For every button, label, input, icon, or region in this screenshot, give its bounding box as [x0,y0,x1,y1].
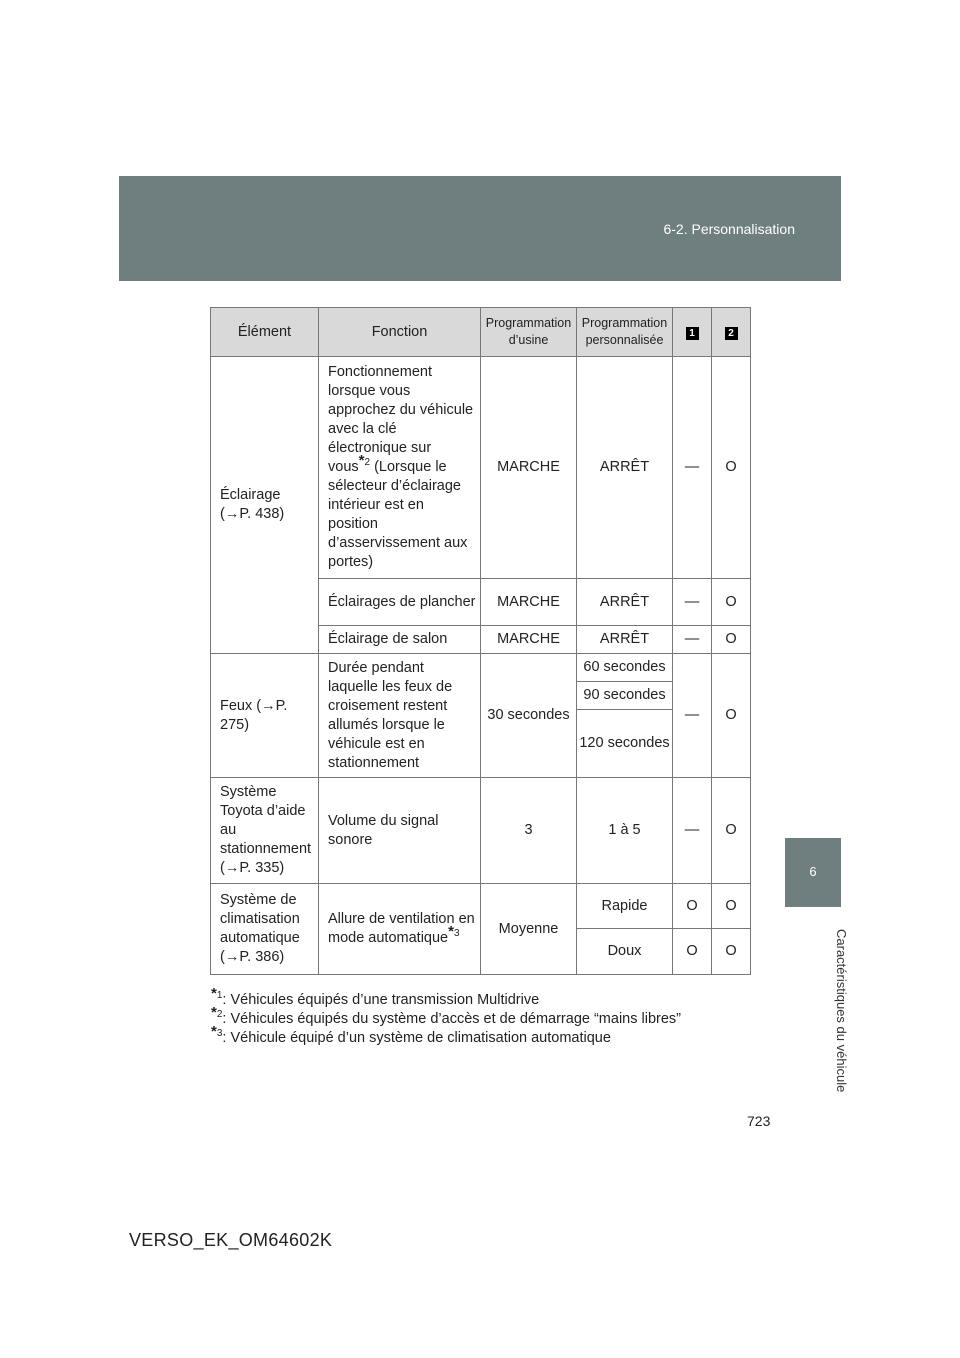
header-function: Fonction [319,308,481,357]
custom-cell: ARRÊT [577,626,673,654]
function-cell: Durée pendant laquelle les feux de croisement restent allumés lorsque le véhicule est en stationnement [319,654,481,778]
col1-cell: O [673,929,712,975]
header-custom-setting: Programmation personnalisée [577,308,673,357]
custom-cell: 90 secondes [577,682,673,710]
col2-cell: O [712,929,751,975]
col2-cell: O [712,626,751,654]
factory-cell: 3 [481,778,577,884]
header-col-2 [712,308,751,357]
element-cell: Feux (→P. 275) [211,654,319,778]
section-header-bar [119,176,841,281]
header-factory-setting: Programmation d’usine [481,308,577,357]
col2-cell: O [712,357,751,579]
col2-cell: O [712,778,751,884]
function-text: Fonctionnement lorsque vous approchez du véhicule avec la clé électronique sur vous [328,364,474,475]
function-text-cont: (Lorsque le sélecteur d’éclairage intérieur est en position d’asservissement aux portes) [328,459,468,570]
factory-cell: 30 secondes [481,654,577,778]
table-row [211,778,751,884]
factory-cell: MARCHE [481,579,577,626]
col1-cell: — [673,654,712,778]
chapter-number: 6 [809,864,817,879]
badge-1: 1 [686,327,699,340]
function-cell: Éclairage de salon [319,626,481,654]
table-row [211,884,751,929]
table-row [211,654,751,682]
function-cell [319,884,481,975]
col1-cell: O [673,884,712,929]
function-cell [319,357,481,579]
section-title: 6-2. Personnalisation [663,221,795,237]
badge-2: 2 [725,327,738,340]
element-cell: Éclairage (→P. 438) [211,357,319,654]
header-col-1 [673,308,712,357]
table-row [211,357,751,579]
factory-cell: MARCHE [481,626,577,654]
header-element: Élément [211,308,319,357]
table-header-row [211,308,751,357]
function-cell: Éclairages de plancher [319,579,481,626]
custom-cell: 1 à 5 [577,778,673,884]
col2-cell: O [712,579,751,626]
element-cell: Système de climatisation automatique (→P. 386) [211,884,319,975]
factory-cell: MARCHE [481,357,577,579]
function-text: Allure de ventilation en mode automatique [328,911,475,946]
footnote-2: $^{*2}$: Véhicules équipés du système d’accès et de démarrage “mains libres” [211,1004,681,1027]
custom-cell: ARRÊT [577,357,673,579]
footnote-ref: *2 [358,452,371,470]
col2-cell: O [712,884,751,929]
col1-cell: — [673,778,712,884]
function-cell: Volume du signal sonore [319,778,481,884]
custom-cell: 120 secondes [577,710,673,778]
customization-table [210,307,751,975]
page-number: 723 [747,1113,771,1129]
element-cell: Système Toyota d’aide au stationnement (→P. 335) [211,778,319,884]
chapter-title: Caractéristiques du véhicule [834,929,849,1093]
col1-cell: — [673,357,712,579]
document-id: VERSO_EK_OM64602K [129,1230,333,1250]
factory-cell: Moyenne [481,884,577,975]
custom-cell: Rapide [577,884,673,929]
footnotes [211,985,681,1048]
col1-cell: — [673,626,712,654]
col2-cell: O [712,654,751,778]
custom-cell: 60 secondes [577,654,673,682]
custom-cell: Doux [577,929,673,975]
custom-cell: ARRÊT [577,579,673,626]
chapter-tab [785,838,841,907]
footnote-3: $^{*3}$: Véhicule équipé d’un système de climatisation automatique [211,1023,611,1046]
footnote-ref: *3 [448,923,460,941]
footnote-1: $^{*1}$: Véhicules équipés d’une transmission Multidrive [211,985,540,1008]
col1-cell: — [673,579,712,626]
